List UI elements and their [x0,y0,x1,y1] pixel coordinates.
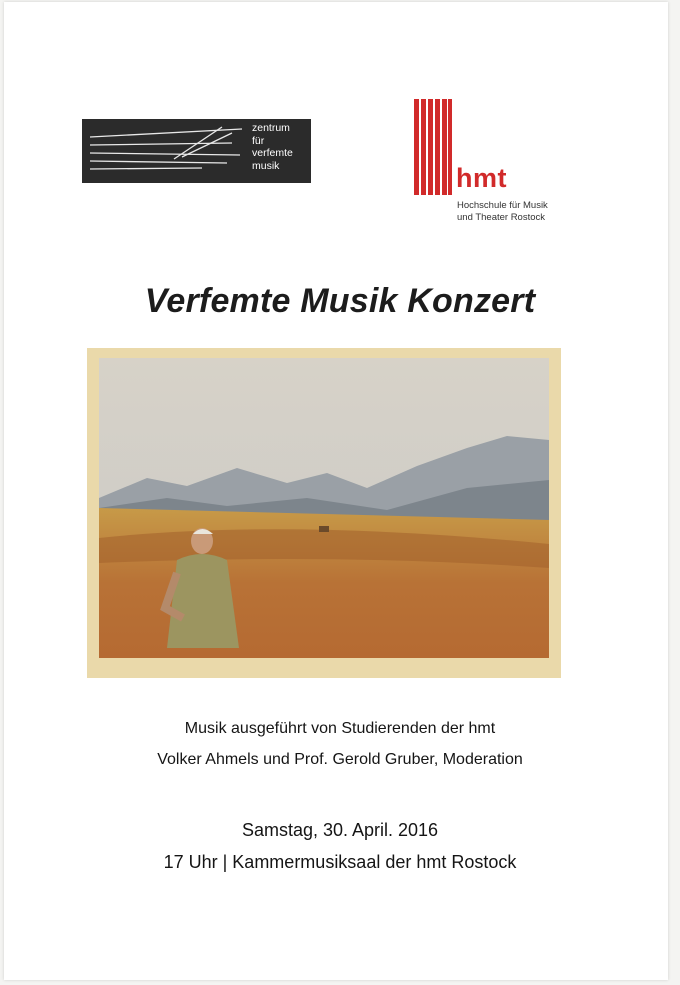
event-venue: 17 Uhr | Kammermusiksaal der hmt Rostock [163,852,517,872]
zentrum-line-4: musik [252,159,280,172]
hmt-bars-icon [414,99,454,195]
page-title: Verfemte Musik Konzert [144,282,536,320]
zentrum-line-2: für [252,134,265,147]
hmt-logo [414,99,574,234]
landscape-photo [87,348,561,678]
hmt-subtitle [457,200,548,224]
hmt-wordmark: hmt [456,163,507,193]
performers-line: Musik ausgeführt von Studierenden der hmt [184,720,496,737]
zentrum-verfemte-musik-logo [82,119,311,183]
photo-illustration [87,348,561,678]
event-date: Samstag, 30. April. 2016 [241,820,439,840]
hmt-subtitle-line-1: Hochschule für Musik [457,200,548,211]
moderation-line: Volker Ahmels und Prof. Gerold Gruber, Moderation [157,751,523,768]
flyer-page [4,2,668,980]
zentrum-line-3: verfemte [252,147,293,159]
zentrum-line-1: zentrum [252,122,290,134]
zentrum-logo-text [252,122,293,172]
hmt-subtitle-line-2: und Theater Rostock [457,212,546,223]
